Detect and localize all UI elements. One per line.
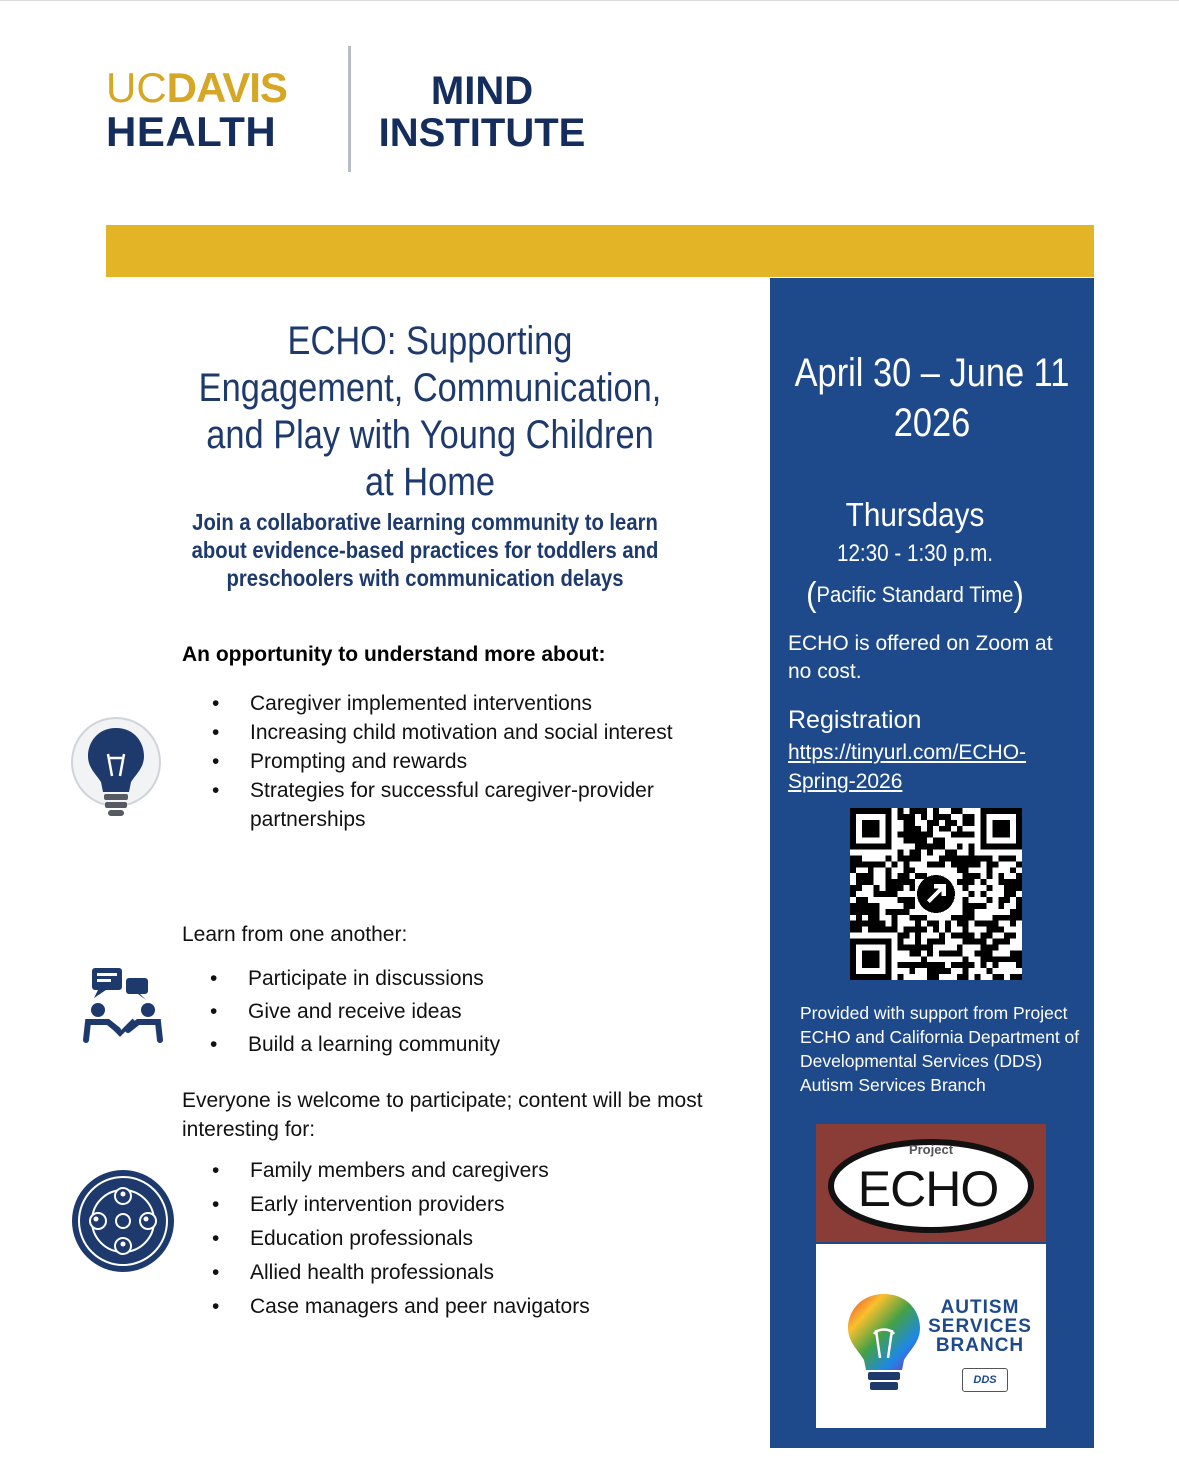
list-item: • Prompting and rewards (182, 747, 722, 776)
list-item: • Increasing child motivation and social interest (182, 718, 722, 747)
registration-label: Registration (788, 706, 922, 734)
event-year: 2026 (893, 401, 971, 445)
page-title: ECHO: Supporting Engagement, Communication, and Play with Young Children at Home (198, 319, 662, 504)
opportunity-list (182, 689, 722, 834)
echo-project-text: Project (908, 1142, 954, 1157)
list-item: • Early intervention providers (182, 1188, 702, 1222)
discussion-icon (78, 964, 166, 1048)
event-time: 12:30 - 1:30 p.m. (836, 540, 994, 567)
list-item: • Education professionals (182, 1222, 702, 1256)
event-details-panel (770, 278, 1094, 1448)
list-item: • Build a learning community (180, 1028, 680, 1061)
zoom-note: ECHO is offered on Zoom at no cost. (788, 632, 1053, 683)
list-item: • Caregiver implemented interventions (182, 689, 722, 718)
echo-wordmark: ECHO (857, 1161, 999, 1217)
registration-link[interactable]: https://tinyurl.com/ECHO-Spring-2026 (788, 741, 1027, 793)
learn-heading: Learn from one another: (182, 923, 408, 946)
logo-divider (348, 46, 351, 172)
mind-institute-logo (372, 70, 592, 154)
autism-services-branch-logo (816, 1244, 1046, 1428)
list-item: • Case managers and peer navigators (182, 1290, 702, 1324)
project-echo-logo (816, 1124, 1046, 1242)
uc-davis-health-logo (106, 66, 326, 154)
list-item: • Allied health professionals (182, 1256, 702, 1290)
audience-intro: Everyone is welcome to participate; content will be most interesting for: (182, 1089, 703, 1141)
gold-banner (106, 225, 1094, 277)
audience-list (182, 1154, 702, 1324)
list-item: • Strategies for successful caregiver-provider partnerships (182, 776, 722, 834)
opportunity-heading: An opportunity to understand more about: (182, 643, 606, 666)
uc-davis-wordmark: UCDAVIS (106, 64, 287, 111)
autism-services-branch-text: AUTISM SERVICES BRANCH (928, 1297, 1032, 1356)
event-dates (793, 348, 1072, 448)
date-range: April 30 – June 11 (794, 351, 1070, 395)
registration-qr-code[interactable] (850, 808, 1022, 980)
rainbow-lightbulb-icon (842, 1290, 926, 1394)
list-item: • Participate in discussions (180, 962, 680, 995)
event-day: Thursdays (845, 496, 985, 533)
community-network-icon (70, 1168, 176, 1274)
support-credits: Provided with support from Project ECHO and California Department of Developmental Services (DDS) Autism Services Branch (800, 1003, 1080, 1095)
list-item: • Give and receive ideas (180, 995, 680, 1028)
lightbulb-icon (68, 714, 168, 826)
learn-list (180, 962, 680, 1061)
top-divider (0, 0, 1179, 1)
dds-badge: DDS (962, 1368, 1008, 1392)
page-subtitle: Join a collaborative learning community to learn about evidence-based practices for toddlers and preschoolers with communication delays (191, 509, 659, 591)
list-item: • Family members and caregivers (182, 1154, 702, 1188)
mind-wordmark: MIND (430, 69, 534, 113)
institute-wordmark: INSTITUTE (378, 111, 586, 155)
event-timezone: (Pacific Standard Time) (806, 576, 1024, 614)
health-wordmark: HEALTH (106, 108, 277, 155)
